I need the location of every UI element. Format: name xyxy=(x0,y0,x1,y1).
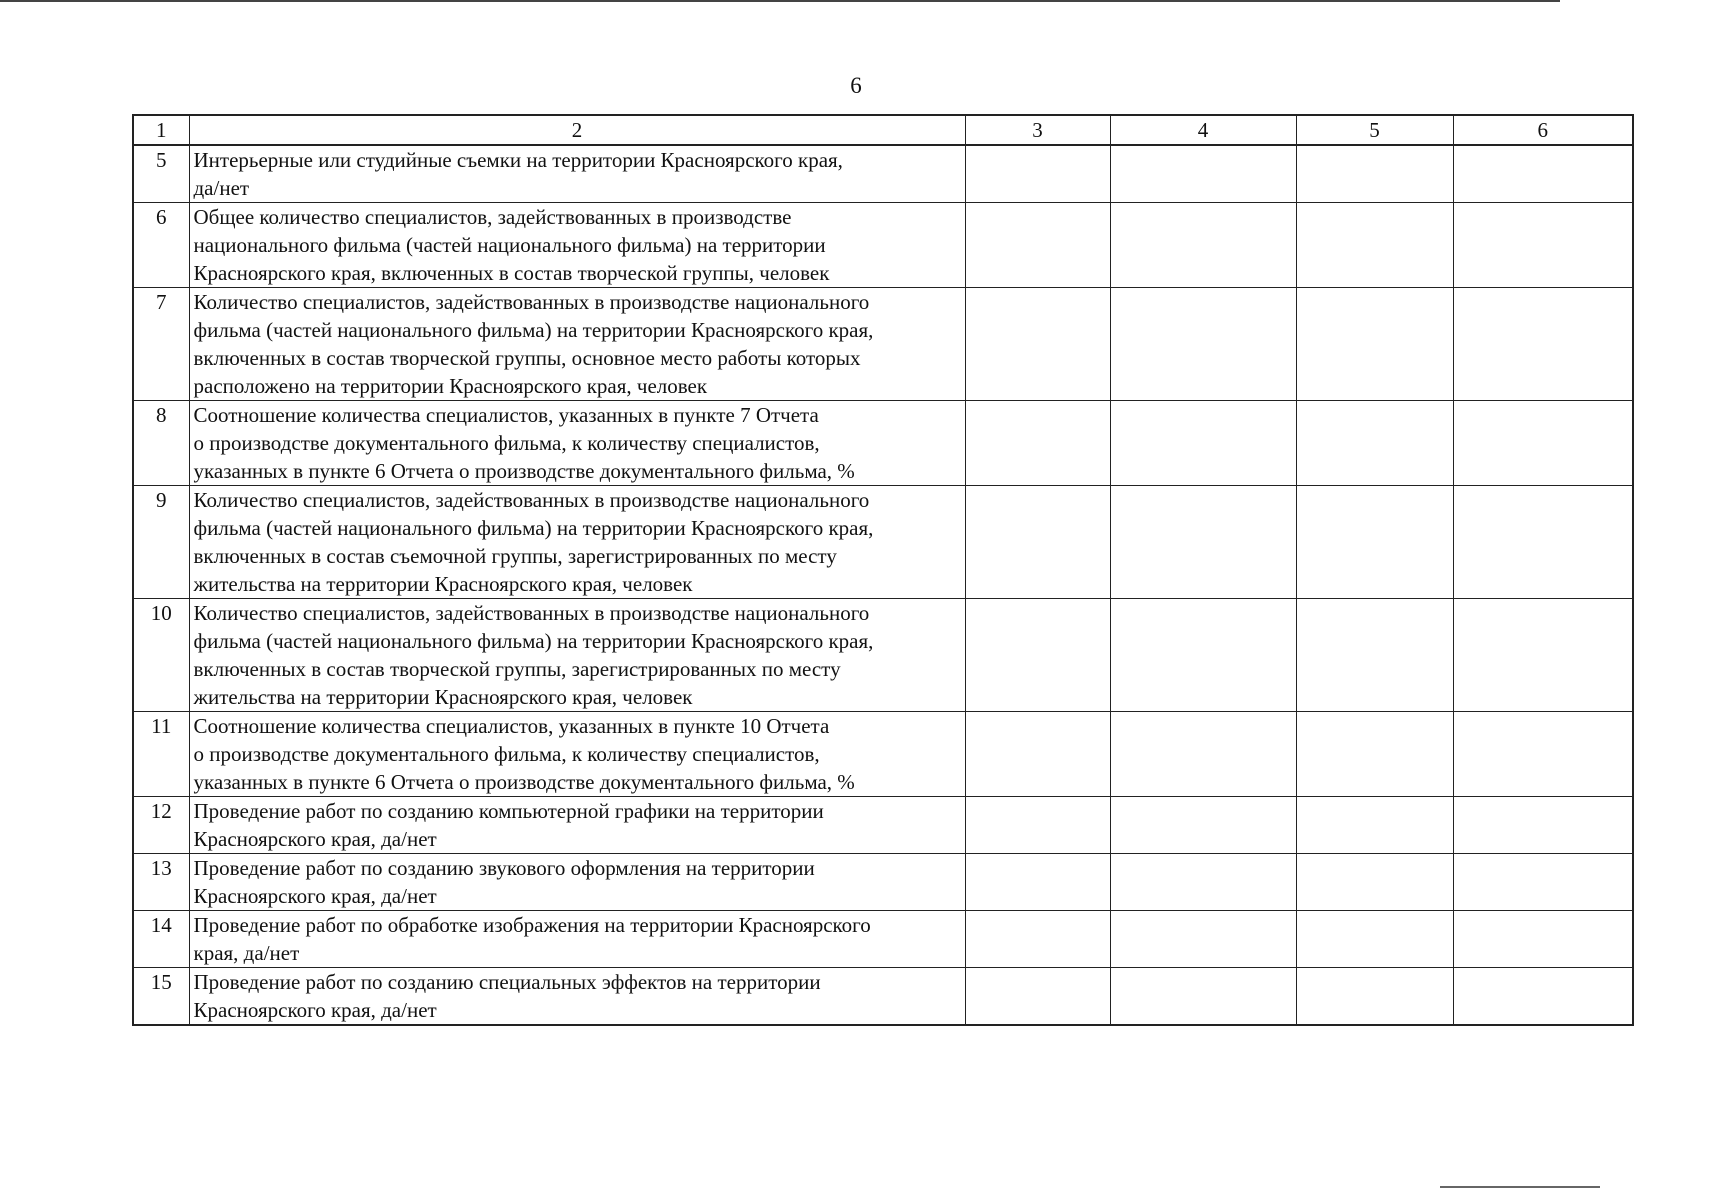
value-cell-col-4 xyxy=(1110,797,1296,854)
value-cell-col-4 xyxy=(1110,712,1296,797)
description-line: Проведение работ по созданию звукового оформления на территории xyxy=(193,856,815,880)
indicator-description xyxy=(189,401,965,486)
indicator-description xyxy=(189,911,965,968)
value-cell-col-5 xyxy=(1296,968,1453,1026)
value-cell-col-3 xyxy=(965,401,1110,486)
value-cell-col-5 xyxy=(1296,911,1453,968)
value-cell-col-6 xyxy=(1453,797,1633,854)
row-number: 10 xyxy=(133,599,189,712)
description-line: Количество специалистов, задействованных в производстве национального xyxy=(193,488,870,512)
table-row xyxy=(133,797,1633,854)
description-line: фильма (частей национального фильма) на территории Красноярского края, xyxy=(193,629,874,653)
table-row xyxy=(133,599,1633,712)
column-header: 5 xyxy=(1296,115,1453,145)
value-cell-col-4 xyxy=(1110,486,1296,599)
value-cell-col-5 xyxy=(1296,712,1453,797)
table-row xyxy=(133,968,1633,1026)
description-line: Проведение работ по созданию компьютерной графики на территории xyxy=(193,799,824,823)
description-line: Количество специалистов, задействованных в производстве национального xyxy=(193,601,870,625)
table-header-row xyxy=(133,115,1633,145)
indicator-description xyxy=(189,599,965,712)
row-number: 11 xyxy=(133,712,189,797)
indicator-description xyxy=(189,203,965,288)
description-line: Соотношение количества специалистов, указанных в пункте 7 Отчета xyxy=(193,403,819,427)
table-row xyxy=(133,911,1633,968)
description-line: Количество специалистов, задействованных в производстве национального xyxy=(193,290,870,314)
value-cell-col-5 xyxy=(1296,401,1453,486)
indicator-description xyxy=(189,288,965,401)
description-line: Красноярского края, да/нет xyxy=(193,998,437,1022)
description-line: края, да/нет xyxy=(193,941,300,965)
value-cell-col-5 xyxy=(1296,797,1453,854)
page-number: 6 xyxy=(850,73,862,98)
table-row xyxy=(133,288,1633,401)
value-cell-col-3 xyxy=(965,712,1110,797)
description-line: Проведение работ по обработке изображения на территории Красноярского xyxy=(193,913,871,937)
description-line: Проведение работ по созданию специальных эффектов на территории xyxy=(193,970,821,994)
indicator-description xyxy=(189,145,965,203)
value-cell-col-6 xyxy=(1453,854,1633,911)
description-line: национального фильма (частей национального фильма) на территории xyxy=(193,233,826,257)
value-cell-col-6 xyxy=(1453,401,1633,486)
value-cell-col-5 xyxy=(1296,145,1453,203)
value-cell-col-5 xyxy=(1296,288,1453,401)
description-line: включенных в состав творческой группы, основное место работы которых xyxy=(193,346,861,370)
value-cell-col-4 xyxy=(1110,401,1296,486)
description-line: да/нет xyxy=(193,176,250,200)
value-cell-col-3 xyxy=(965,486,1110,599)
value-cell-col-3 xyxy=(965,797,1110,854)
table-row xyxy=(133,854,1633,911)
column-header: 2 xyxy=(189,115,965,145)
description-line: жительства на территории Красноярского края, человек xyxy=(193,572,693,596)
description-line: включенных в состав съемочной группы, зарегистрированных по месту xyxy=(193,544,837,568)
value-cell-col-6 xyxy=(1453,145,1633,203)
column-header: 6 xyxy=(1453,115,1633,145)
value-cell-col-4 xyxy=(1110,968,1296,1026)
value-cell-col-6 xyxy=(1453,968,1633,1026)
description-line: о производстве документального фильма, к количеству специалистов, xyxy=(193,742,820,766)
description-line: указанных в пункте 6 Отчета о производстве документального фильма, % xyxy=(193,459,855,483)
row-number: 7 xyxy=(133,288,189,401)
value-cell-col-4 xyxy=(1110,145,1296,203)
value-cell-col-6 xyxy=(1453,486,1633,599)
description-line: о производстве документального фильма, к количеству специалистов, xyxy=(193,431,820,455)
row-number: 8 xyxy=(133,401,189,486)
indicator-description xyxy=(189,712,965,797)
row-number: 12 xyxy=(133,797,189,854)
description-line: Красноярского края, да/нет xyxy=(193,884,437,908)
value-cell-col-5 xyxy=(1296,854,1453,911)
table-row xyxy=(133,486,1633,599)
description-line: указанных в пункте 6 Отчета о производстве документального фильма, % xyxy=(193,770,855,794)
column-header: 1 xyxy=(133,115,189,145)
value-cell-col-3 xyxy=(965,599,1110,712)
table-row xyxy=(133,203,1633,288)
description-line: жительства на территории Красноярского края, человек xyxy=(193,685,693,709)
scan-edge-line xyxy=(0,0,1560,2)
value-cell-col-3 xyxy=(965,145,1110,203)
value-cell-col-4 xyxy=(1110,599,1296,712)
value-cell-col-3 xyxy=(965,288,1110,401)
indicator-description xyxy=(189,968,965,1026)
description-line: фильма (частей национального фильма) на территории Красноярского края, xyxy=(193,516,874,540)
value-cell-col-4 xyxy=(1110,203,1296,288)
table-body xyxy=(133,145,1633,1025)
value-cell-col-5 xyxy=(1296,599,1453,712)
value-cell-col-4 xyxy=(1110,288,1296,401)
value-cell-col-3 xyxy=(965,854,1110,911)
table-row xyxy=(133,712,1633,797)
row-number: 13 xyxy=(133,854,189,911)
value-cell-col-4 xyxy=(1110,911,1296,968)
row-number: 15 xyxy=(133,968,189,1026)
description-line: фильма (частей национального фильма) на территории Красноярского края, xyxy=(193,318,874,342)
scan-corner-mark xyxy=(1440,1186,1600,1188)
column-header: 3 xyxy=(965,115,1110,145)
report-table xyxy=(132,114,1634,1026)
description-line: Красноярского края, включенных в состав творческой группы, человек xyxy=(193,261,830,285)
value-cell-col-4 xyxy=(1110,854,1296,911)
description-line: Соотношение количества специалистов, указанных в пункте 10 Отчета xyxy=(193,714,830,738)
description-line: расположено на территории Красноярского края, человек xyxy=(193,374,708,398)
column-header: 4 xyxy=(1110,115,1296,145)
value-cell-col-3 xyxy=(965,203,1110,288)
value-cell-col-5 xyxy=(1296,486,1453,599)
indicator-description xyxy=(189,797,965,854)
value-cell-col-6 xyxy=(1453,203,1633,288)
description-line: Интерьерные или студийные съемки на территории Красноярского края, xyxy=(193,148,843,172)
value-cell-col-3 xyxy=(965,968,1110,1026)
table-row xyxy=(133,145,1633,203)
row-number: 5 xyxy=(133,145,189,203)
description-line: Красноярского края, да/нет xyxy=(193,827,437,851)
value-cell-col-6 xyxy=(1453,911,1633,968)
row-number: 14 xyxy=(133,911,189,968)
value-cell-col-6 xyxy=(1453,712,1633,797)
value-cell-col-5 xyxy=(1296,203,1453,288)
table-row xyxy=(133,401,1633,486)
description-line: Общее количество специалистов, задействованных в производстве xyxy=(193,205,792,229)
description-line: включенных в состав творческой группы, зарегистрированных по месту xyxy=(193,657,841,681)
indicator-description xyxy=(189,486,965,599)
value-cell-col-6 xyxy=(1453,599,1633,712)
row-number: 6 xyxy=(133,203,189,288)
indicator-description xyxy=(189,854,965,911)
value-cell-col-3 xyxy=(965,911,1110,968)
row-number: 9 xyxy=(133,486,189,599)
value-cell-col-6 xyxy=(1453,288,1633,401)
